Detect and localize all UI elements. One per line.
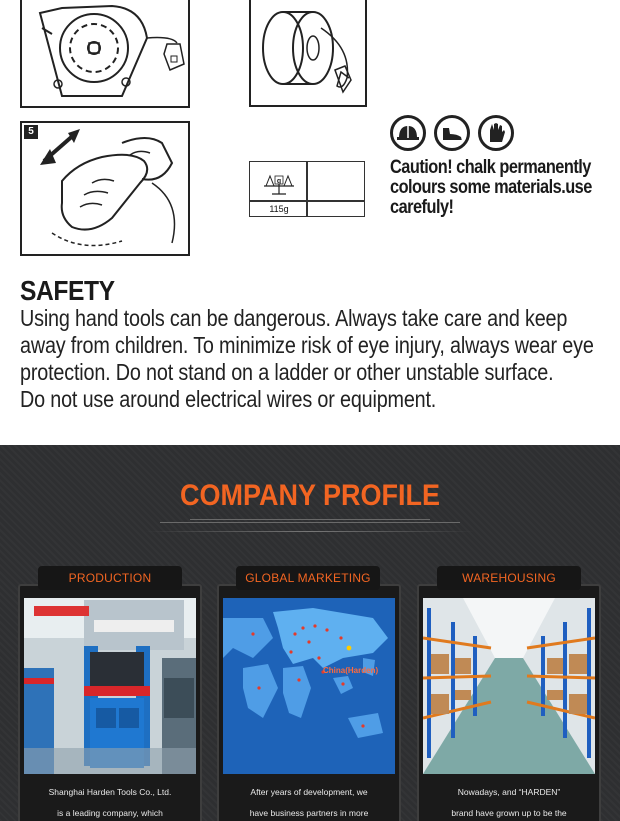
safety-shoe-icon bbox=[434, 115, 470, 151]
card-description bbox=[423, 782, 595, 821]
glove-icon bbox=[478, 115, 514, 151]
company-profile-title: COMPANY PROFILE bbox=[179, 479, 441, 512]
card-warehousing bbox=[417, 584, 601, 821]
tab-production[interactable]: PRODUCTION bbox=[38, 566, 182, 590]
helmet-icon bbox=[390, 115, 426, 151]
instruction-panel-chalk-spool bbox=[249, 0, 367, 107]
warehouse-photo bbox=[423, 598, 595, 774]
card-description bbox=[24, 782, 196, 821]
chalk-reel-open-illustration bbox=[22, 0, 190, 108]
safety-paragraph bbox=[20, 305, 605, 413]
safety-line: Do not use around electrical wires or equipment. bbox=[20, 386, 437, 412]
table-divider bbox=[249, 200, 365, 202]
map-label-china: China(Harden) bbox=[323, 666, 379, 675]
factory-photo bbox=[24, 598, 196, 774]
card-global-marketing bbox=[217, 584, 401, 821]
card-text-line: Nowadays, and “HARDEN” bbox=[457, 787, 561, 797]
card-production bbox=[18, 584, 202, 821]
card-description bbox=[223, 782, 395, 821]
tab-global-marketing[interactable]: GLOBAL MARKETING bbox=[236, 566, 380, 590]
company-profile-section bbox=[0, 445, 620, 821]
decorative-subtitle-lines bbox=[160, 517, 460, 525]
weight-value: 115g bbox=[269, 204, 289, 214]
scale-icon bbox=[250, 162, 308, 200]
caution-line: colours some materials.use bbox=[390, 177, 592, 198]
safety-line: away from children. To minimize risk of eye injury, always wear eye bbox=[20, 332, 594, 358]
chalk-spool-illustration bbox=[251, 0, 367, 107]
caution-line: carefuly! bbox=[390, 197, 454, 218]
world-map bbox=[223, 598, 395, 774]
card-text-line: brand have grown up to be the bbox=[451, 808, 567, 818]
safety-line: Using hand tools can be dangerous. Always take care and keep bbox=[20, 305, 568, 331]
instruction-panel-5 bbox=[20, 121, 190, 256]
card-text-line: Shanghai Harden Tools Co., Ltd. bbox=[48, 787, 172, 797]
instruction-panel-4 bbox=[20, 0, 190, 108]
caution-text bbox=[390, 157, 592, 218]
card-text-line: have business partners in more bbox=[249, 808, 369, 818]
step-number-badge: 5 bbox=[24, 125, 38, 139]
divider-line bbox=[145, 531, 475, 532]
caution-line: Caution! chalk permanently bbox=[390, 157, 591, 178]
hand-winding-illustration bbox=[22, 123, 190, 256]
safety-line: protection. Do not stand on a ladder or other unstable surface. bbox=[20, 359, 554, 385]
card-text-line: is a leading company, which bbox=[57, 808, 163, 818]
card-text-line: After years of development, we bbox=[250, 787, 368, 797]
tab-warehousing[interactable]: WAREHOUSING bbox=[437, 566, 581, 590]
weight-spec-table bbox=[249, 161, 365, 217]
safety-heading: SAFETY bbox=[20, 275, 115, 306]
weight-symbol: g bbox=[276, 178, 282, 185]
